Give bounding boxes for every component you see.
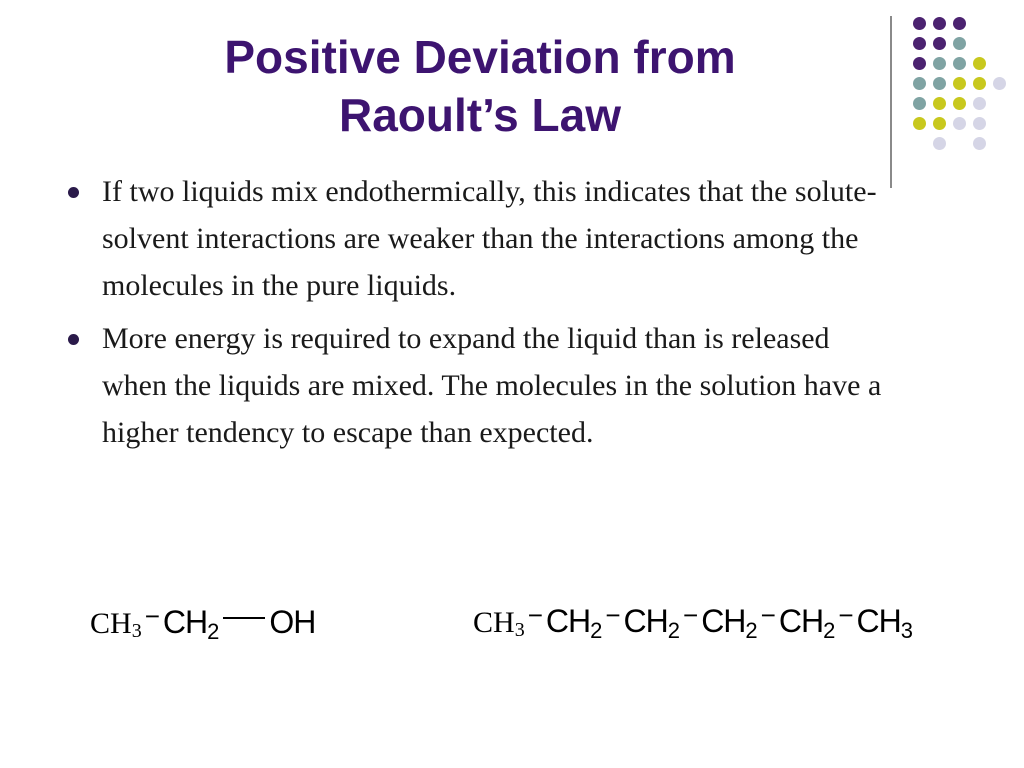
decorative-dot bbox=[953, 57, 966, 70]
bullet-dot-icon bbox=[68, 334, 79, 345]
decorative-dot bbox=[973, 117, 986, 130]
methylene-symbol: CH bbox=[162, 604, 208, 640]
methylene-group bbox=[701, 603, 757, 644]
decorative-dot bbox=[913, 117, 926, 130]
decorative-dot bbox=[953, 17, 966, 30]
decorative-dot bbox=[933, 77, 946, 90]
single-bond: − bbox=[605, 600, 621, 630]
header-divider-line bbox=[890, 16, 892, 188]
decorative-dot bbox=[953, 97, 966, 110]
decorative-dot bbox=[953, 77, 966, 90]
decorative-dot bbox=[933, 57, 946, 70]
methylene-group bbox=[163, 604, 219, 645]
bullet-item bbox=[64, 168, 884, 309]
methylene-group bbox=[779, 603, 835, 644]
methyl-symbol: CH bbox=[90, 607, 132, 640]
decorative-dot bbox=[913, 97, 926, 110]
methylene-symbol: CH bbox=[778, 603, 824, 639]
decorative-dot bbox=[913, 37, 926, 50]
methylene-subscript: 2 bbox=[207, 619, 220, 644]
bullet-text: If two liquids mix endothermically, this indicates that the solute-solvent interactions are weaker than the interactions among the molecules in the pure liquids. bbox=[102, 175, 877, 302]
single-bond: − bbox=[527, 600, 543, 630]
decorative-dot bbox=[933, 117, 946, 130]
methylene-subscript: 2 bbox=[823, 618, 836, 643]
methylene-subscript: 2 bbox=[590, 618, 603, 643]
single-bond: − bbox=[760, 600, 776, 630]
ethanol-formula bbox=[90, 601, 316, 645]
methyl-subscript: 3 bbox=[514, 619, 525, 641]
decorative-dot bbox=[913, 17, 926, 30]
decorative-dot bbox=[953, 37, 966, 50]
single-bond: − bbox=[683, 600, 699, 630]
hydroxyl-group: OH bbox=[269, 604, 316, 640]
methyl-symbol: CH bbox=[473, 606, 515, 639]
slide-title-line-1: Positive Deviation from bbox=[224, 31, 736, 83]
decorative-dot bbox=[973, 57, 986, 70]
decorative-dot bbox=[973, 77, 986, 90]
methylene-symbol: CH bbox=[623, 603, 668, 639]
decorative-dot bbox=[933, 37, 946, 50]
decorative-dot bbox=[913, 57, 926, 70]
methyl-symbol: CH bbox=[856, 603, 901, 639]
single-bond: − bbox=[838, 600, 854, 630]
decorative-dot bbox=[973, 97, 986, 110]
methylene-subscript: 2 bbox=[667, 618, 680, 643]
decorative-dot bbox=[993, 77, 1006, 90]
slide-title bbox=[120, 28, 840, 144]
bullet-item bbox=[64, 315, 884, 456]
methylene-symbol: CH bbox=[545, 603, 591, 639]
bullet-dot-icon bbox=[68, 187, 79, 198]
methylene-group bbox=[546, 603, 602, 644]
decorative-dot bbox=[973, 137, 986, 150]
decorative-dot bbox=[933, 97, 946, 110]
slide-title-line-2: Raoult’s Law bbox=[339, 89, 621, 141]
long-single-bond bbox=[223, 617, 265, 619]
decorative-dot bbox=[913, 77, 926, 90]
methyl-group bbox=[90, 607, 142, 643]
decorative-dot bbox=[933, 17, 946, 30]
bullet-list bbox=[64, 168, 884, 462]
methylene-symbol: CH bbox=[701, 603, 746, 639]
methyl-group bbox=[473, 606, 525, 642]
decorative-dot bbox=[953, 117, 966, 130]
bullet-text: More energy is required to expand the liquid than is released when the liquids are mixed. The molecules in the solution have a higher tendency to escape than expected. bbox=[102, 322, 882, 449]
methylene-subscript: 2 bbox=[745, 618, 758, 643]
decorative-dot bbox=[933, 137, 946, 150]
methylene-group bbox=[624, 603, 680, 644]
methyl-group bbox=[857, 603, 913, 644]
hexane-formula bbox=[473, 600, 913, 644]
methyl-subscript: 3 bbox=[900, 618, 913, 643]
single-bond: − bbox=[144, 601, 160, 631]
methyl-subscript: 3 bbox=[131, 620, 142, 642]
